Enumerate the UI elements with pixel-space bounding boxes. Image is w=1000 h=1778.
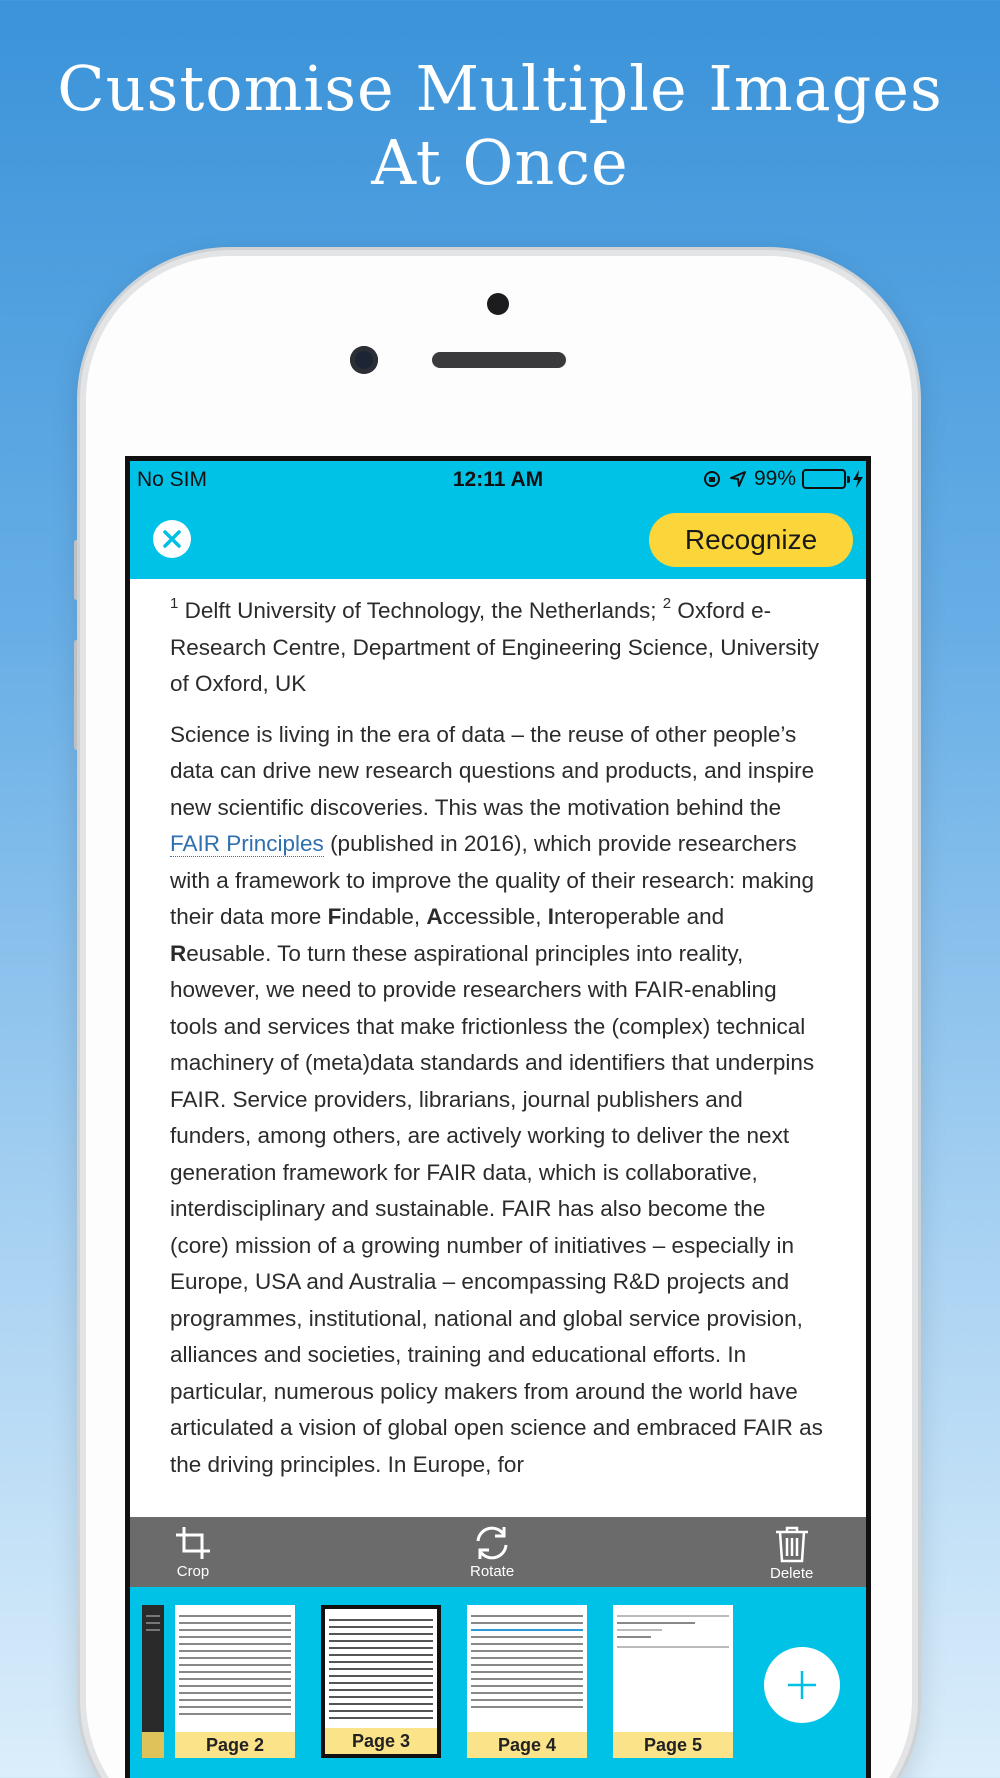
thumbnail-text: [471, 1615, 583, 1713]
page-thumbnail-strip: [130, 1587, 866, 1778]
trash-icon: [774, 1525, 810, 1563]
page-thumbnail[interactable]: [467, 1605, 587, 1758]
rotate-label: Rotate: [470, 1563, 515, 1580]
recognized-document: [170, 579, 830, 1483]
footnote-2: 2: [662, 595, 672, 612]
body-text-2: (published in 2016), which provide researchers with a framework to improve the quality of their research: making their data more: [170, 831, 815, 929]
reusable-text: eusable.: [186, 940, 272, 966]
proximity-sensor: [487, 293, 509, 315]
front-camera: [350, 346, 378, 374]
footnote-1: 1: [170, 595, 179, 612]
thumbnail-text: [329, 1619, 433, 1724]
page-label: Page 2: [175, 1732, 295, 1758]
affiliation-part-2: Oxford e-Research Centre, Department of Engineering Science, University of Oxford, UK: [170, 598, 820, 696]
page-label: Page 4: [467, 1732, 587, 1758]
bold-i: I: [547, 904, 554, 929]
close-icon: [153, 520, 191, 558]
rotate-button[interactable]: [470, 1525, 514, 1580]
body-text-3: To turn these aspirational principles into reality, however, we need to provide researchers with FAIR-enabling tools and services that make frictionless the (complex) technical machinery of (meta)data standards and identifiers that underpins FAIR. Service providers, librarians, journal publishers and funders, among others, are actively working to deliver the next generation framework for FAIR data, which is collaborative, interdisciplinary and sustainable. FAIR has also become the (core) mission of a growing number of initiatives – especially in Europe, USA and Australia – encompassing R&D projects and programmes, institutional, national and global service provision, alliances and societies, training and educational efforts. In particular, numerous policy makers from around the world have articulated a vision of global open science and embraced FAIR as the driving principles. In Europe, for: [170, 940, 823, 1477]
status-bar: [130, 461, 866, 497]
page-thumbnail[interactable]: [175, 1605, 295, 1758]
findable-text: indable,: [341, 904, 427, 929]
recognize-button[interactable]: Recognize: [649, 513, 853, 567]
crop-label: Crop: [176, 1563, 210, 1580]
app-screen: [125, 456, 871, 1778]
add-page-button[interactable]: [764, 1647, 840, 1723]
thumbnail-text: [617, 1615, 729, 1653]
delete-button[interactable]: [770, 1525, 813, 1582]
location-icon: [728, 469, 748, 489]
crop-button[interactable]: [174, 1525, 212, 1580]
page-thumbnail-partial[interactable]: [142, 1605, 164, 1758]
headline-line-2: At Once: [371, 126, 629, 199]
accessible-text: ccessible,: [442, 904, 548, 929]
headline-line-1: Customise Multiple Images: [57, 52, 943, 125]
affiliation-text: [170, 593, 830, 703]
battery-percent: 99%: [753, 467, 796, 490]
app-header: [130, 461, 866, 579]
plus-icon: [764, 1647, 840, 1723]
clock: 12:11 AM: [452, 468, 544, 491]
carrier-label: No SIM: [137, 468, 208, 491]
battery-icon: [802, 469, 846, 489]
charging-bolt-icon: [852, 469, 864, 489]
affiliation-part-1: Delft University of Technology, the Netherlands;: [178, 598, 663, 623]
headline: [0, 52, 1000, 200]
bold-a: A: [426, 904, 443, 929]
orientation-lock-icon: [702, 469, 722, 489]
edit-toolbar: [130, 1517, 866, 1587]
earpiece-speaker: [432, 352, 566, 368]
page-thumbnail-selected[interactable]: [321, 1605, 441, 1758]
fair-principles-link[interactable]: FAIR Principles: [170, 831, 324, 856]
page-label: Page 5: [613, 1732, 733, 1758]
interoperable-text: nteroperable and: [553, 904, 725, 929]
page-label: Page 3: [325, 1728, 437, 1754]
status-icons: [702, 467, 864, 491]
thumbnail-text: [179, 1615, 291, 1720]
rotate-icon: [470, 1525, 514, 1561]
page-thumbnail[interactable]: [613, 1605, 733, 1758]
bold-r: R: [170, 940, 187, 966]
bold-f: F: [327, 904, 342, 929]
mute-switch: [74, 540, 79, 600]
delete-label: Delete: [770, 1565, 814, 1582]
close-button[interactable]: [153, 520, 191, 558]
body-text-1: Science is living in the era of data – the reuse of other people’s data can drive new research questions and products, and inspire new scientific discoveries. This was the motivation behind the: [170, 721, 815, 820]
crop-icon: [174, 1525, 212, 1561]
body-paragraph: [170, 717, 830, 1484]
volume-up-button: [74, 640, 79, 750]
